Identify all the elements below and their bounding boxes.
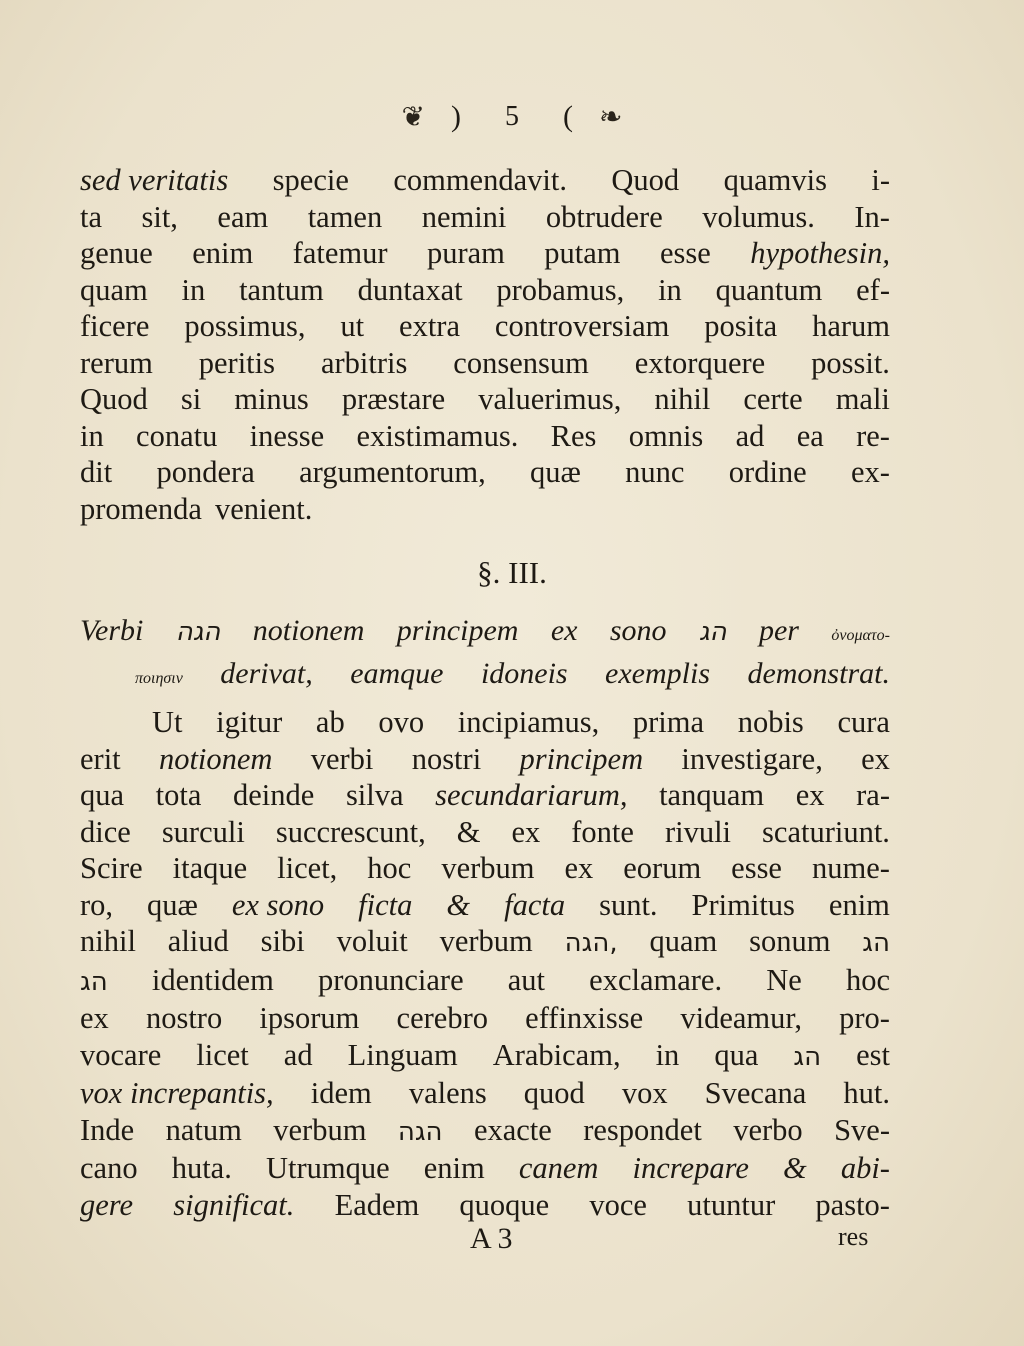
word: igitur: [216, 705, 283, 739]
word: sonum: [749, 924, 831, 958]
paragraph-1: [80, 162, 890, 527]
word: esse: [731, 851, 782, 885]
word: puram: [426, 236, 505, 270]
text-line: [80, 704, 890, 741]
word: extorquere: [634, 345, 766, 380]
hebrew-word: הגה: [397, 1116, 443, 1147]
text-line: [80, 308, 890, 345]
word: est: [856, 1037, 890, 1072]
word: itaque: [172, 851, 248, 885]
word: Verbi: [80, 614, 144, 647]
word: hoc: [367, 851, 412, 885]
text-line: [80, 418, 890, 455]
word: quod: [523, 1076, 585, 1110]
text-line: [80, 162, 890, 199]
word: ficta: [358, 887, 413, 922]
word: quantum: [715, 272, 823, 307]
word: erit: [80, 741, 121, 776]
word: in: [658, 272, 682, 307]
word: quam: [80, 272, 148, 307]
word: Ne: [766, 962, 802, 997]
word: controversiam: [494, 309, 670, 343]
word: pasto-: [815, 1187, 890, 1222]
word: investigare,: [681, 741, 823, 776]
hebrew-word: הג: [862, 928, 890, 958]
word: ex: [550, 614, 578, 647]
word: vox: [621, 1076, 668, 1110]
word: præstare: [341, 382, 446, 416]
word: &: [456, 814, 481, 849]
right-paren: (: [563, 100, 573, 133]
word: omnis: [628, 418, 704, 453]
word: Res: [550, 418, 597, 453]
text-line: [80, 1187, 890, 1224]
word: videamur,: [680, 1001, 802, 1035]
word: nihil: [80, 924, 136, 958]
word: aliud: [167, 924, 229, 958]
word: pondera: [156, 455, 255, 489]
hebrew-word: הגה: [175, 617, 221, 647]
word: incipiamus,: [457, 705, 600, 739]
text-line: [80, 612, 890, 655]
word: nume-: [811, 851, 890, 885]
word: licet,: [277, 851, 338, 885]
word: gere: [80, 1187, 134, 1222]
word: in: [655, 1037, 680, 1072]
text-line: [80, 655, 890, 698]
word: ra-: [856, 778, 890, 812]
word: consensum: [453, 345, 589, 380]
text-line: [80, 199, 890, 236]
word: exemplis: [605, 657, 711, 690]
page-number: 5: [505, 101, 519, 132]
word: nostro: [145, 1001, 223, 1035]
hebrew-word: הג: [698, 617, 727, 647]
word: Scire: [80, 851, 143, 885]
word: duntaxat: [357, 272, 463, 307]
word: idoneis: [480, 657, 568, 690]
word: argumentorum,: [299, 455, 486, 489]
word: cano: [80, 1151, 138, 1185]
word: increpare: [632, 1151, 749, 1185]
hebrew-word: הג: [80, 966, 108, 997]
word: tanquam: [659, 778, 765, 812]
word: i-: [871, 163, 890, 197]
word: Arabicam,: [492, 1037, 621, 1072]
word: Primitus: [691, 887, 795, 922]
word: sit,: [141, 199, 178, 234]
text-line: [80, 235, 890, 272]
word: promenda: [80, 491, 202, 526]
word: nunc: [625, 455, 685, 489]
section-heading: §. III.: [477, 555, 547, 590]
text-line: [80, 1037, 890, 1076]
word: qua: [714, 1037, 759, 1072]
word: facta: [504, 887, 566, 922]
word: per: [758, 614, 799, 647]
word: ut: [340, 309, 365, 343]
text-line: [80, 777, 890, 814]
hebrew-word: הגה,: [564, 928, 618, 958]
word: in: [80, 418, 104, 453]
left-ornament: ❦: [401, 102, 425, 133]
word: qua: [80, 778, 125, 812]
right-ornament: ❧: [599, 102, 623, 133]
word: hoc: [845, 962, 890, 997]
word: derivat,: [220, 657, 313, 690]
text-line: [80, 381, 890, 418]
text-line: [80, 850, 890, 887]
word: verbi: [310, 741, 374, 776]
paragraph-2: [80, 704, 890, 1223]
word: &: [446, 887, 471, 922]
word: secundariarum,: [435, 778, 628, 812]
word: nobis: [737, 705, 804, 739]
word: tota: [155, 778, 202, 812]
word: ordine: [728, 455, 807, 489]
word: sunt.: [599, 887, 658, 922]
word: exclamare.: [589, 962, 723, 997]
word: inesse: [249, 418, 325, 453]
word: quam: [649, 924, 718, 958]
word: cerebro: [396, 1001, 488, 1035]
word: respondet: [583, 1112, 702, 1147]
word: succrescunt,: [275, 814, 426, 849]
word: &: [782, 1151, 807, 1185]
word: pronunciare: [317, 962, 464, 997]
word: Linguam: [347, 1037, 458, 1072]
text-line: [80, 1000, 890, 1037]
word: In-: [854, 199, 890, 234]
word: conatu: [136, 418, 218, 453]
word: specie: [272, 163, 349, 197]
word: ef-: [856, 272, 890, 307]
word: demonstrat.: [747, 657, 890, 690]
word: canem: [518, 1151, 599, 1185]
word: Sve-: [834, 1112, 890, 1147]
word: verbum: [273, 1112, 367, 1147]
word: ovo: [378, 705, 425, 739]
word: ipsorum: [259, 1001, 360, 1035]
word: valuerimus,: [478, 382, 622, 416]
word: enim: [828, 887, 890, 922]
word: vox increpantis,: [80, 1076, 274, 1110]
word: Eadem: [334, 1187, 420, 1222]
word: genue: [80, 236, 153, 270]
word: hypothesin,: [750, 236, 890, 270]
word: dit: [80, 455, 113, 489]
text-line: [80, 741, 890, 778]
word: nemini: [421, 199, 507, 234]
word: commendavit.: [393, 163, 567, 197]
word: ro,: [80, 887, 114, 922]
greek-word: ὀνοματο-: [831, 627, 890, 644]
word: aut: [507, 962, 546, 997]
word: verbum: [441, 851, 535, 885]
word: ad: [283, 1037, 313, 1072]
word: quamvis: [723, 163, 827, 197]
word: prima: [632, 705, 705, 739]
word: eorum: [623, 851, 702, 885]
word: idem: [310, 1076, 372, 1110]
word: tamen: [307, 199, 383, 234]
word: ex-: [851, 455, 890, 489]
word: mali: [835, 382, 890, 416]
running-head: [0, 92, 1024, 142]
text-line: [80, 887, 890, 924]
word: re-: [856, 418, 890, 453]
left-paren: ): [451, 100, 461, 133]
word: ex: [511, 814, 541, 849]
word: enim: [423, 1151, 485, 1185]
word: Utrumque: [265, 1151, 390, 1185]
signature-mark: A 3: [470, 1222, 513, 1255]
word: sibi: [260, 924, 305, 958]
word: voluit: [336, 924, 408, 958]
word: existimamus.: [356, 418, 519, 453]
word: effinxisse: [525, 1001, 644, 1035]
word: venient.: [214, 491, 313, 526]
word: silva: [345, 778, 404, 812]
text-line: [80, 272, 890, 309]
word: ab: [315, 705, 345, 739]
word: verbum: [439, 924, 533, 958]
word: in: [181, 272, 206, 307]
page-footer: [0, 1222, 1024, 1262]
word: obtrudere: [545, 199, 663, 234]
word: eamque: [350, 657, 444, 690]
word: quæ: [530, 455, 581, 489]
word: principem: [519, 741, 644, 776]
word: Svecana: [704, 1076, 807, 1110]
word: probamus,: [496, 272, 625, 307]
word: tantum: [239, 272, 324, 307]
text-line: [80, 491, 890, 528]
word: voce: [589, 1187, 647, 1222]
word: ex sono: [231, 887, 325, 922]
word: deinde: [233, 778, 315, 812]
word: Ut: [152, 705, 183, 739]
word: posita: [704, 309, 778, 343]
word: ex: [80, 1001, 109, 1035]
text-line: [80, 1150, 890, 1187]
word: possimus,: [184, 309, 306, 343]
word: Quod: [80, 382, 148, 416]
section-summary: [80, 612, 890, 698]
word: sed veritatis: [80, 163, 229, 197]
word: vocare: [80, 1037, 162, 1072]
word: enim: [192, 236, 254, 270]
word: harum: [812, 309, 890, 343]
word: verbo: [733, 1112, 803, 1147]
word: rerum: [80, 345, 153, 380]
word: significat.: [173, 1187, 295, 1222]
word: licet: [196, 1037, 249, 1072]
word: identidem: [151, 962, 274, 997]
word: ex: [795, 778, 825, 812]
word: Inde: [80, 1112, 135, 1147]
word: possit.: [811, 345, 890, 380]
word: quoque: [459, 1187, 550, 1222]
word: sono: [609, 614, 667, 647]
word: hut.: [843, 1076, 890, 1110]
word: huta.: [171, 1151, 232, 1185]
word: extra: [399, 309, 461, 343]
word: abi-: [840, 1151, 890, 1185]
word: pro-: [839, 1001, 890, 1035]
word: certe: [743, 382, 803, 416]
word: Quod: [611, 163, 680, 197]
word: quæ: [147, 887, 198, 922]
greek-word: ποιησιν: [135, 670, 183, 687]
word: natum: [165, 1112, 242, 1147]
word: ex: [564, 851, 594, 885]
word: utuntur: [687, 1187, 776, 1222]
word: nihil: [654, 382, 711, 416]
text-line: [80, 1075, 890, 1112]
word: fatemur: [292, 236, 388, 270]
word: dice: [80, 814, 131, 849]
word: scaturiunt.: [762, 814, 890, 849]
word: ta: [80, 199, 103, 234]
word: ficere: [80, 309, 150, 343]
catchword: res: [838, 1222, 869, 1251]
word: ea: [796, 418, 824, 453]
word: rivuli: [664, 814, 732, 849]
text-line: [80, 1112, 890, 1151]
text-line: [80, 923, 890, 962]
word: exacte: [473, 1112, 552, 1147]
word: peritis: [198, 345, 276, 380]
word: cura: [837, 705, 890, 739]
word: nostri: [411, 741, 482, 776]
word: principem: [396, 614, 519, 647]
hebrew-word: הג: [793, 1041, 822, 1072]
text-line: [80, 345, 890, 382]
word: ad: [735, 418, 765, 453]
word: volumus.: [702, 199, 815, 234]
text-line: [80, 962, 890, 1001]
text-line: [80, 454, 890, 491]
word: esse: [659, 236, 711, 270]
word: si: [180, 382, 202, 416]
word: surculi: [161, 814, 245, 849]
word: valens: [408, 1076, 487, 1110]
word: ex: [861, 741, 890, 776]
text-line: [80, 814, 890, 851]
word: notionem: [158, 741, 273, 776]
word: putam: [544, 236, 621, 270]
word: notionem: [252, 614, 365, 647]
word: minus: [234, 382, 309, 416]
word: arbitris: [320, 345, 408, 380]
word: fonte: [571, 814, 634, 849]
word: eam: [217, 199, 269, 234]
